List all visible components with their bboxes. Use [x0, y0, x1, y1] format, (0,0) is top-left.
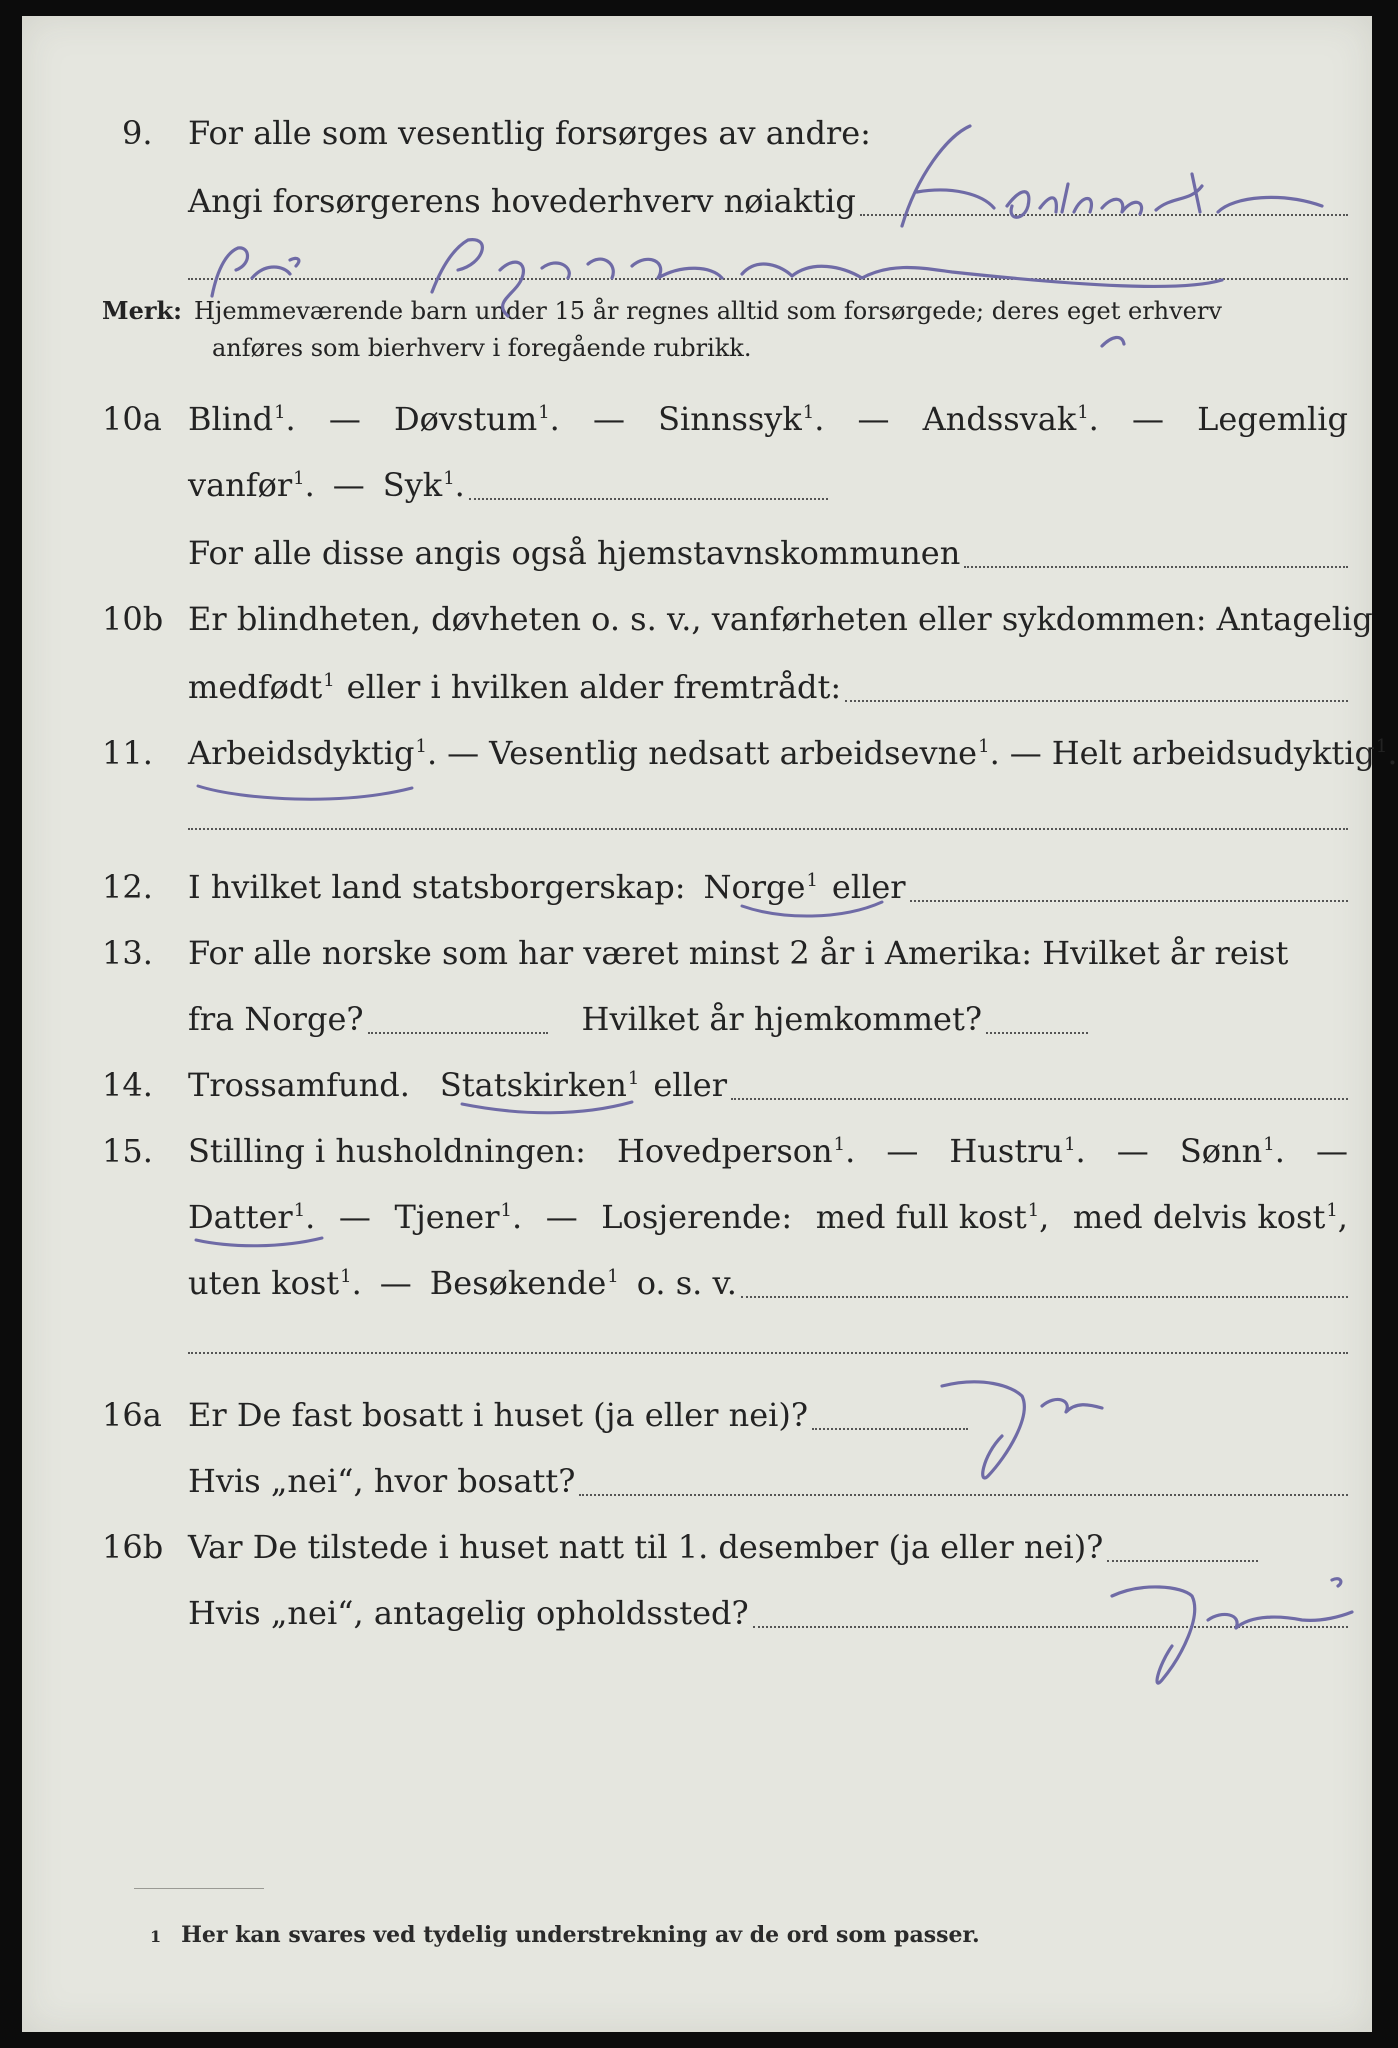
- opt-sonn[interactable]: Sønn$^1$.: [1179, 1132, 1285, 1170]
- q10a-line2: [188, 466, 828, 510]
- merk-line2: [212, 334, 751, 378]
- opt-nedsatt[interactable]: Vesentlig nedsatt arbeidsevne$^1$.: [489, 734, 1000, 772]
- q11-line1: [188, 734, 1398, 778]
- q15-osv: o. s. v.: [636, 1264, 737, 1302]
- q13-reist-answer[interactable]: [368, 1032, 548, 1034]
- q10b-line1: [188, 600, 1373, 644]
- opt-legemlig[interactable]: Legemlig: [1197, 400, 1348, 438]
- q15-number: 15.: [102, 1132, 153, 1170]
- q16a-line1: [188, 1396, 968, 1440]
- opt-hovedperson[interactable]: Hovedperson$^1$.: [616, 1132, 856, 1170]
- q12-line: [188, 868, 1348, 912]
- opt-andssvak[interactable]: Andssvak$^1$.: [922, 400, 1099, 438]
- opt-delvis-kost[interactable]: med delvis kost$^1$,: [1072, 1198, 1348, 1236]
- q12-answer-line[interactable]: [910, 900, 1348, 902]
- merk-text-2: anføres som bierhverv i foregående rubrikk.: [212, 334, 752, 362]
- q12-eller: eller: [831, 868, 906, 906]
- census-form-page: [22, 16, 1398, 2032]
- opt-dovstum[interactable]: Døvstum$^1$.: [393, 400, 560, 438]
- q10b-answer-line[interactable]: [845, 700, 1348, 702]
- dash: —: [332, 466, 365, 504]
- q16b-opholdssted-line[interactable]: [753, 1626, 1348, 1628]
- footnote-text: Her kan svares ved tydelig understrekning av de ord som passer.: [181, 1922, 980, 1948]
- q15-line1: [188, 1132, 1348, 1176]
- q12-number: 12.: [102, 868, 153, 906]
- q13-hjemkommet: Hvilket år hjemkommet?: [581, 1000, 982, 1038]
- dash: —: [338, 1198, 371, 1236]
- footnote: [150, 1922, 980, 1966]
- opt-norge[interactable]: Norge$^1$: [703, 868, 818, 906]
- q10a-line3: [188, 534, 1348, 578]
- q14-number: 14.: [102, 1066, 153, 1104]
- opt-blind[interactable]: Blind$^1$.: [188, 400, 296, 438]
- dash: —: [1131, 400, 1164, 438]
- q9-answer-line-2[interactable]: [188, 278, 1348, 280]
- footnote-mark: 1: [150, 1927, 162, 1946]
- dash: —: [857, 400, 890, 438]
- q9-line1-text: For alle som vesentlig forsørges av andre:: [188, 114, 871, 152]
- hjemstavnskommune-line[interactable]: [964, 566, 1348, 568]
- handwriting-q16b-mark: [1332, 1579, 1341, 1586]
- q16a-number: 16a: [102, 1396, 162, 1434]
- opt-medfodt[interactable]: medfødt$^1$: [188, 668, 335, 706]
- dash: —: [1009, 734, 1042, 772]
- opt-uten-kost[interactable]: uten kost$^1$.: [188, 1264, 362, 1302]
- q11-answer-line[interactable]: [188, 828, 1348, 830]
- q9-answer-line[interactable]: [860, 214, 1348, 216]
- q14-answer-line[interactable]: [731, 1098, 1348, 1100]
- q16b-line2: [188, 1594, 1348, 1638]
- q9-line2: [188, 182, 1348, 226]
- q14-eller: eller: [653, 1066, 727, 1104]
- dash: —: [379, 1264, 412, 1302]
- q16b-line1: [188, 1528, 1258, 1572]
- opt-syk[interactable]: Syk$^1$.: [382, 466, 465, 504]
- opt-udyktig[interactable]: Helt arbeidsudyktig$^1$.: [1051, 734, 1398, 772]
- dash: —: [592, 400, 625, 438]
- opt-sinnssyk[interactable]: Sinnssyk$^1$.: [658, 400, 825, 438]
- opt-full-kost[interactable]: med full kost$^1$,: [815, 1198, 1050, 1236]
- q14-text: Trossamfund.: [188, 1066, 410, 1104]
- q9-line2-text: Angi forsørgerens hovederhverv nøiaktig: [188, 182, 856, 220]
- dash: —: [328, 400, 361, 438]
- q16b-line2-text: Hvis „nei“, antagelig opholdssted?: [188, 1594, 749, 1632]
- q10b-line1-text: Er blindheten, døvheten o. s. v., vanførheten eller sykdommen: Antagelig: [188, 600, 1373, 638]
- q10b-line2: [188, 668, 1348, 712]
- q15-answer-line[interactable]: [741, 1296, 1348, 1298]
- dash: —: [545, 1198, 578, 1236]
- q14-line: [188, 1066, 1348, 1110]
- footnote-rule: [134, 1888, 264, 1889]
- opt-hustru[interactable]: Hustru$^1$.: [949, 1132, 1086, 1170]
- q10a-number: 10a: [102, 400, 162, 438]
- q15-answer-line-2[interactable]: [188, 1352, 1348, 1354]
- opt-statskirken[interactable]: Statskirken$^1$: [439, 1066, 640, 1104]
- opt-tjener[interactable]: Tjener$^1$.: [394, 1198, 523, 1236]
- q16b-answer-line[interactable]: [1107, 1560, 1258, 1562]
- underline-arbeidsdyktig: [198, 786, 412, 799]
- q15-line2: [188, 1198, 1348, 1242]
- dash: —: [447, 734, 480, 772]
- q16b-number: 16b: [102, 1528, 164, 1566]
- opt-datter[interactable]: Datter$^1$.: [188, 1198, 316, 1236]
- q16a-line2: [188, 1462, 1348, 1506]
- q10b-line2-text: eller i hvilken alder fremtrådt:: [346, 668, 842, 706]
- q10a-line3-text: For alle disse angis også hjemstavnskommunen: [188, 534, 961, 572]
- q13-line1-text: For alle norske som har været minst 2 år i Amerika: Hvilket år reist: [188, 934, 1289, 972]
- q16a-bosatt-line[interactable]: [579, 1494, 1348, 1496]
- q13-fra-norge: fra Norge?: [188, 1000, 364, 1038]
- q16b-line1-text: Var De tilstede i huset natt til 1. desember (ja eller nei)?: [188, 1528, 1104, 1566]
- merk-label: Merk:: [102, 296, 182, 325]
- opt-vanfor[interactable]: vanfør$^1$.: [188, 466, 315, 504]
- dash: —: [1315, 1132, 1348, 1170]
- q11-number: 11.: [102, 734, 153, 772]
- q15-line3: [188, 1264, 1348, 1308]
- merk-text-1: Hjemmeværende barn under 15 år regnes alltid som forsørgede; deres eget erhverv: [193, 297, 1222, 325]
- q15-stilling: Stilling i husholdningen:: [188, 1132, 586, 1170]
- q16a-answer-line[interactable]: [812, 1428, 968, 1430]
- opt-besokende[interactable]: Besøkende$^1$: [429, 1264, 619, 1302]
- q13-line2: [188, 1000, 1088, 1044]
- q10b-number: 10b: [102, 600, 164, 638]
- q9-number: 9.: [122, 114, 153, 152]
- q10a-answer-line[interactable]: [469, 498, 828, 500]
- opt-arbeidsdyktig[interactable]: Arbeidsdyktig$^1$.: [188, 734, 438, 772]
- dash: —: [1116, 1132, 1149, 1170]
- dash: —: [886, 1132, 919, 1170]
- q16a-line2-text: Hvis „nei“, hvor bosatt?: [188, 1462, 576, 1500]
- q9-line1: [188, 114, 871, 158]
- q15-losjerende: Losjerende:: [601, 1198, 793, 1236]
- q16a-line1-text: Er De fast bosatt i huset (ja eller nei)?: [188, 1396, 809, 1434]
- q13-hjemkommet-answer[interactable]: [986, 1032, 1088, 1034]
- q13-line1: [188, 934, 1288, 978]
- q10a-line1: [188, 400, 1348, 444]
- q12-text: I hvilket land statsborgerskap:: [188, 868, 686, 906]
- q13-number: 13.: [102, 934, 153, 972]
